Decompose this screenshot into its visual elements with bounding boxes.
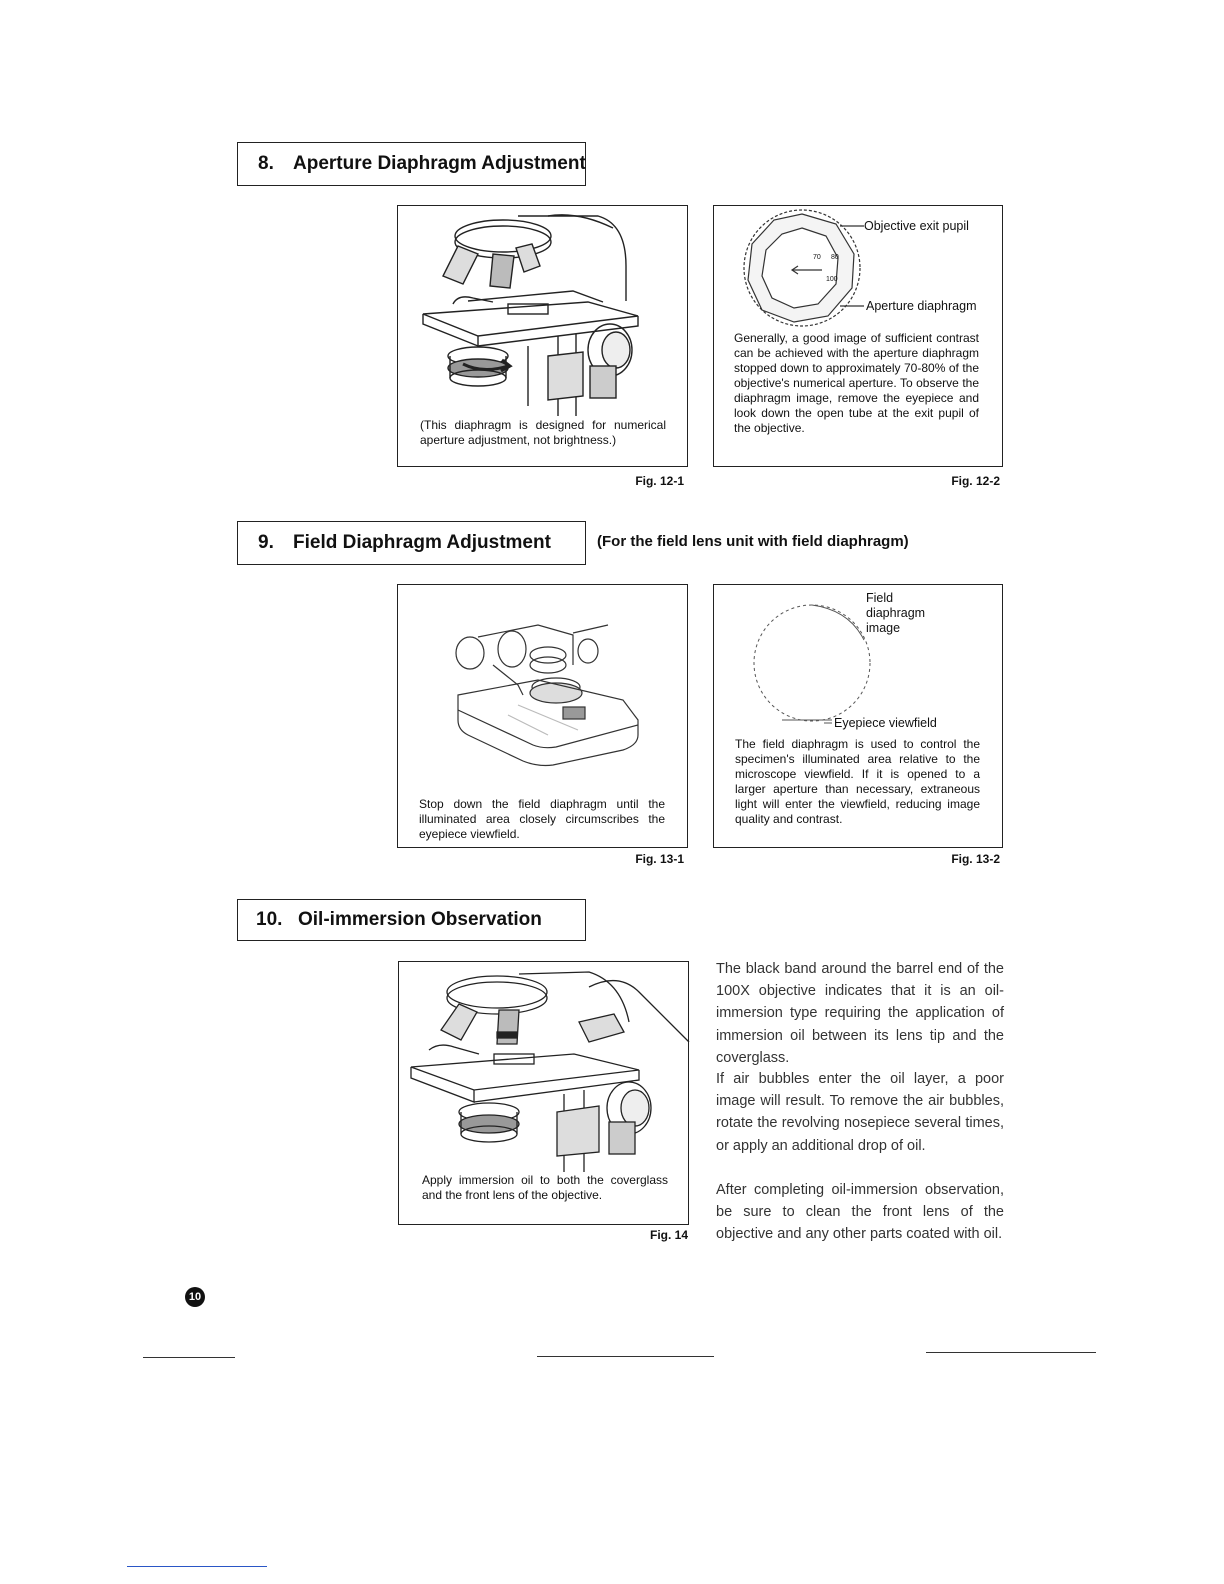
- objective-exit-pupil-label: Objective exit pupil: [864, 219, 969, 233]
- fig-12-2-caption: Generally, a good image of sufficient contrast can be achieved with the aperture diaphragm stopped down to approximately 70-80% of the objective's numerical aperture. To observe the diaphragm image, remove the eyepiece and look down the open tube at the exit pupil of the objective.: [734, 331, 979, 435]
- fig-13-2-box: [713, 584, 1003, 848]
- page-number: 10: [188, 1291, 202, 1303]
- fig-13-1-label: Fig. 13-1: [635, 852, 684, 866]
- section-8-title: Aperture Diaphragm Adjustment: [293, 153, 586, 174]
- fig-12-1-caption: (This diaphragm is designed for numerical aperture adjustment, not brightness.): [420, 418, 666, 447]
- fig-12-1-label: Fig. 12-1: [635, 474, 684, 488]
- oil-immersion-illustration: [399, 962, 689, 1172]
- footer-rule-left: [143, 1357, 235, 1358]
- fig-13-2-caption: The field diaphragm is used to control the specimen's illuminated area relative to the microscope viewfield. If it is opened to a larger aperture than necessary, extraneous light will enter the viewfield, reducing image quality and contrast.: [735, 737, 980, 826]
- scale-mark-80: 80: [831, 254, 839, 261]
- section-10-header: [237, 899, 586, 941]
- microscope-stage-illustration: [398, 206, 688, 416]
- fig-14-box: [398, 961, 689, 1225]
- section-9-header: [237, 521, 586, 565]
- oil-immersion-body-paragraph-3: After completing oil-immersion observation, be sure to clean the front lens of the objective and any other parts coated with oil.: [716, 1182, 1004, 1243]
- fig-12-2-label: Fig. 12-2: [951, 474, 1000, 488]
- footer-rule-center: [537, 1356, 714, 1357]
- footer-rule-right: [926, 1352, 1096, 1353]
- field-diaphragm-diagram: [714, 585, 1004, 735]
- section-10-title: Oil-immersion Observation: [298, 909, 542, 930]
- fig-13-2-label: Fig. 13-2: [951, 852, 1000, 866]
- fig-13-1-caption: Stop down the field diaphragm until the illuminated area closely circumscribes the eyepiece viewfield.: [419, 797, 665, 841]
- page-number-badge: [185, 1287, 205, 1307]
- fig-14-label: Fig. 14: [649, 1228, 688, 1242]
- fig-13-1-box: [397, 584, 688, 848]
- fig-12-1-box: [397, 205, 688, 467]
- scale-mark-70: 70: [813, 254, 821, 261]
- section-9-title: Field Diaphragm Adjustment: [293, 532, 551, 553]
- microscope-base-illustration: [398, 585, 688, 785]
- scale-mark-100: 100: [826, 276, 838, 283]
- fig-12-2-box: [713, 205, 1003, 467]
- section-9-number: 9.: [258, 532, 274, 553]
- eyepiece-viewfield-label: Eyepiece viewfield: [834, 716, 937, 730]
- section-9-subtitle: (For the field lens unit with field diaphragm): [597, 533, 909, 550]
- aperture-diaphragm-label: Aperture diaphragm: [866, 299, 977, 313]
- section-8-header: [237, 142, 586, 186]
- oil-immersion-body-paragraph-1: The black band around the barrel end of the 100X objective indicates that it is an oil-immersion type requiring the application of immersion oil between its lens tip and the coverglass.: [716, 961, 1004, 1066]
- field-diaphragm-image-label: Field diaphragm image: [866, 591, 926, 635]
- fig-14-caption: Apply immersion oil to both the coverglass and the front lens of the objective.: [422, 1173, 668, 1202]
- oil-immersion-body-paragraph-2: If air bubbles enter the oil layer, a poor image will result. To remove the air bubbles, rotate the revolving nosepiece several times, or apply an additional drop of oil.: [716, 1071, 1004, 1154]
- section-8-number: 8.: [258, 153, 274, 174]
- footer-rule-blue: [127, 1566, 267, 1567]
- section-10-number: 10.: [256, 909, 283, 930]
